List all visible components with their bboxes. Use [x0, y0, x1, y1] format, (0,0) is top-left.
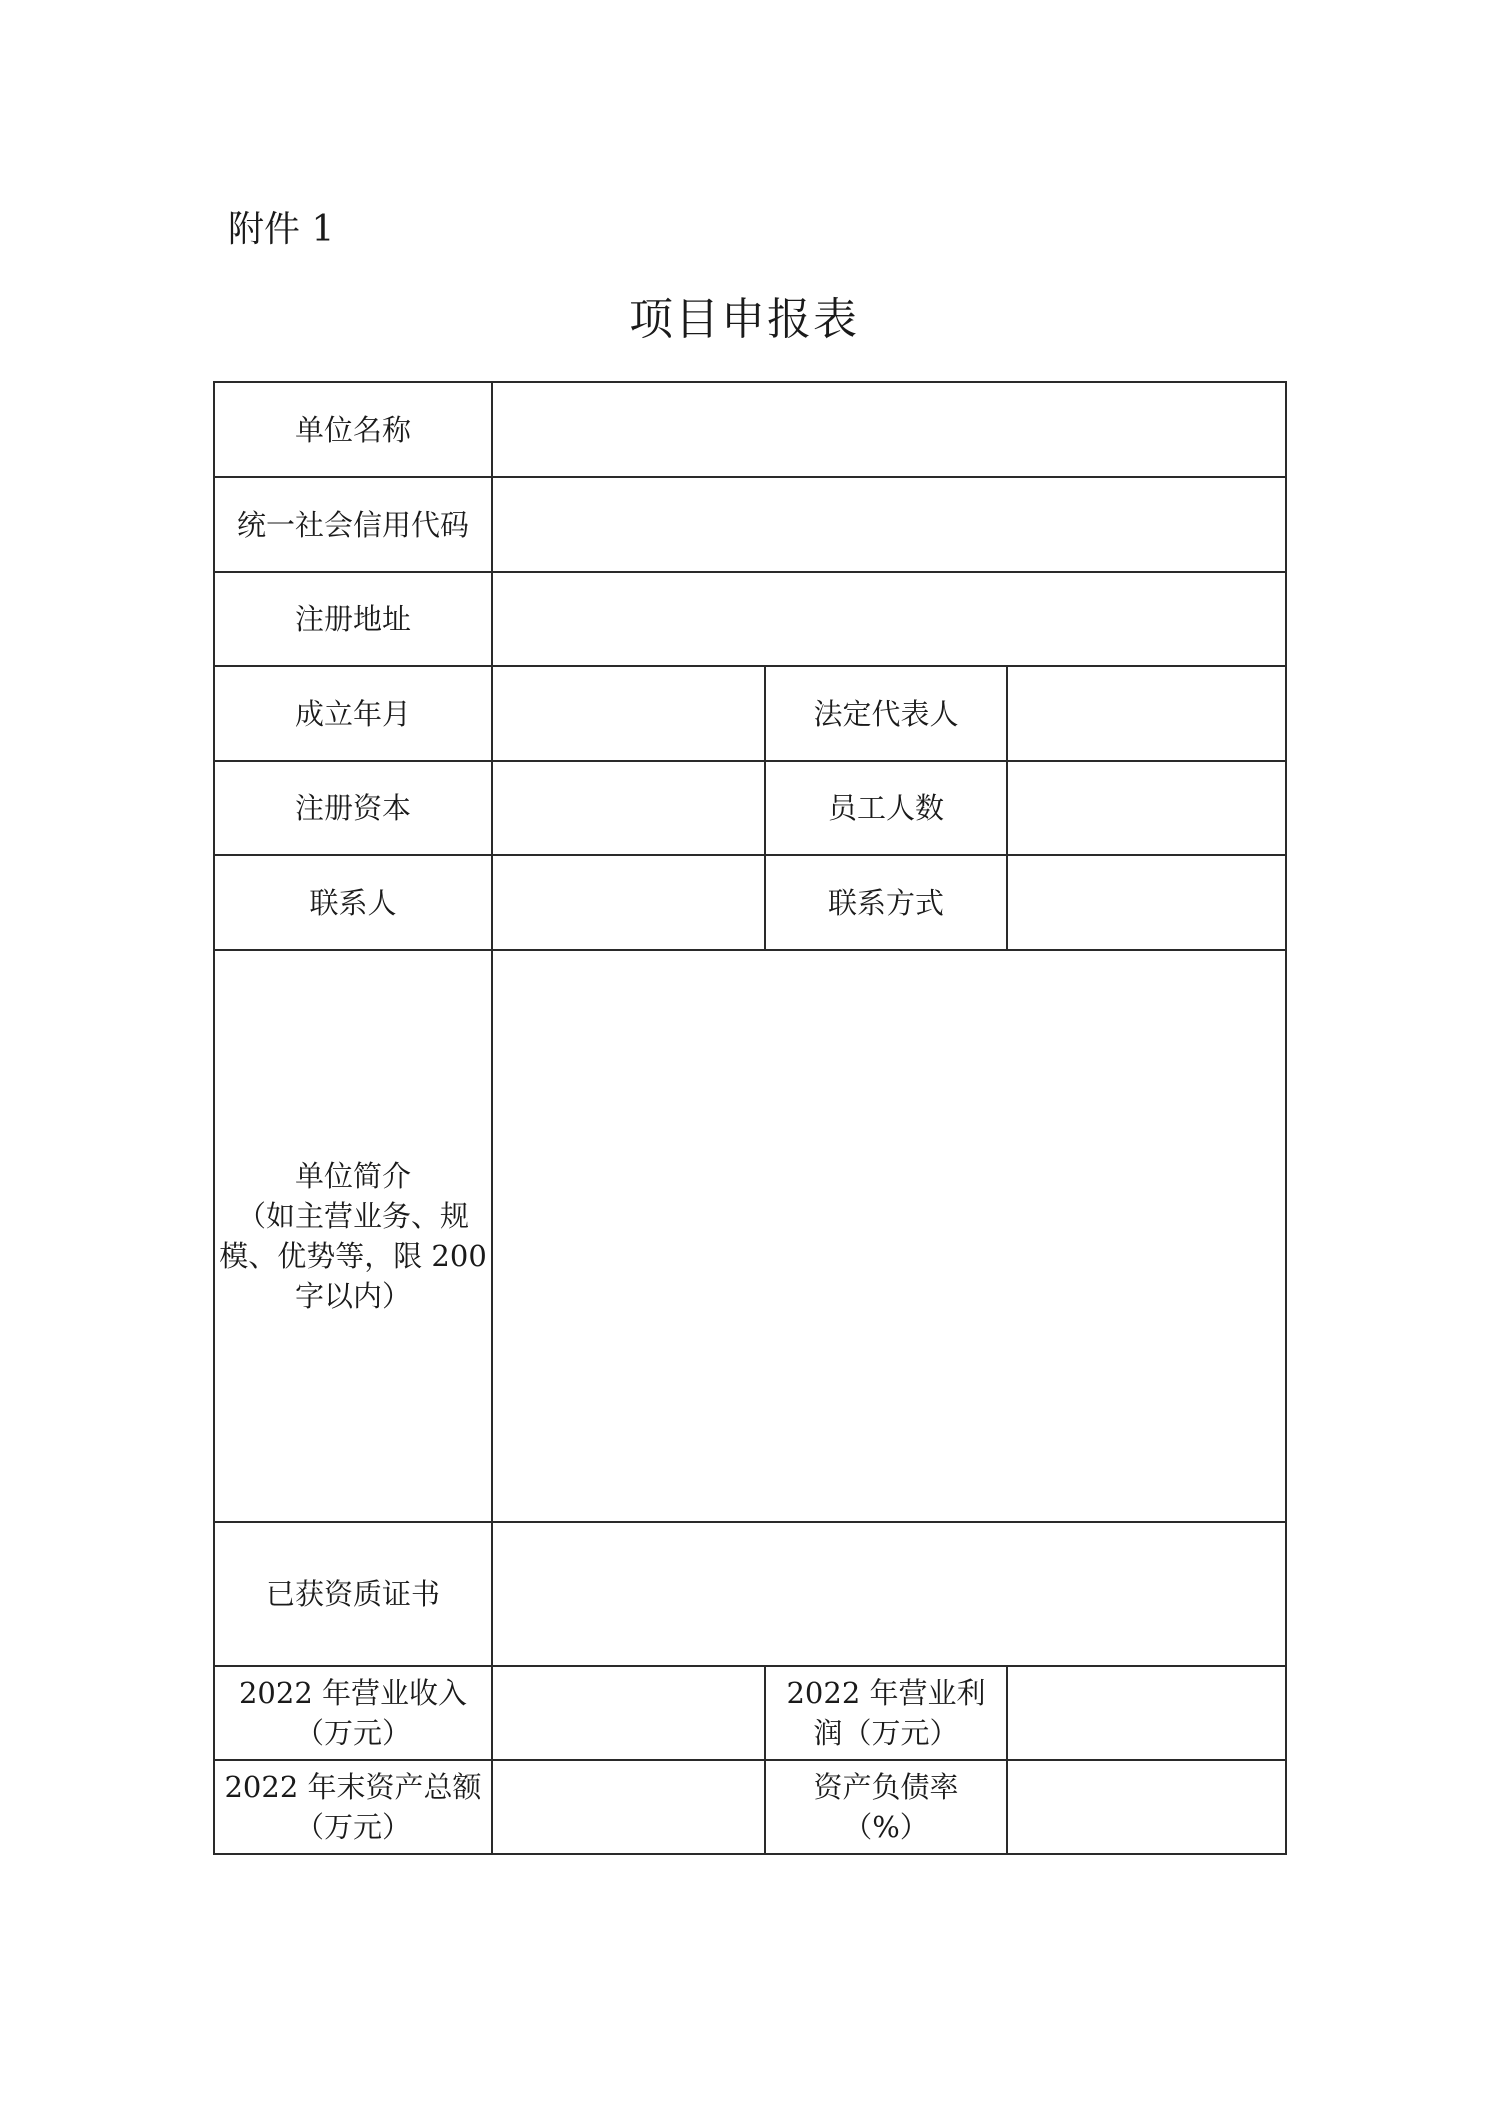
registered-address-label: 注册地址 [214, 572, 492, 666]
established-label: 成立年月 [214, 666, 492, 761]
legal-rep-label: 法定代表人 [765, 666, 1007, 761]
registered-capital-label: 注册资本 [214, 761, 492, 855]
revenue-field[interactable] [492, 1666, 765, 1760]
attachment-label: 附件 1 [228, 209, 335, 250]
established-field[interactable] [492, 666, 765, 761]
row-established [214, 666, 1286, 761]
row-revenue [214, 1666, 1286, 1760]
company-name-label: 单位名称 [214, 382, 492, 477]
debt-ratio-label: 资产负债率 （%） [765, 1760, 1007, 1854]
application-form-table [213, 381, 1287, 1855]
row-assets [214, 1760, 1286, 1854]
contact-person-field[interactable] [492, 855, 765, 950]
contact-method-label: 联系方式 [765, 855, 1007, 950]
certificates-field[interactable] [492, 1522, 1286, 1666]
profit-field[interactable] [1007, 1666, 1286, 1760]
employee-count-label: 员工人数 [765, 761, 1007, 855]
profit-label: 2022 年营业利 润（万元） [765, 1666, 1007, 1760]
row-company-name [214, 382, 1286, 477]
debt-ratio-field[interactable] [1007, 1760, 1286, 1854]
employee-count-field[interactable] [1007, 761, 1286, 855]
row-registered-address [214, 572, 1286, 666]
page-title: 项目申报表 [629, 294, 859, 345]
row-contact [214, 855, 1286, 950]
assets-field[interactable] [492, 1760, 765, 1854]
profile-label: 单位简介 （如主营业务、规 模、优势等，限 200 字以内） [214, 950, 492, 1522]
registered-capital-field[interactable] [492, 761, 765, 855]
legal-rep-field[interactable] [1007, 666, 1286, 761]
contact-person-label: 联系人 [214, 855, 492, 950]
assets-label: 2022 年末资产总额 （万元） [214, 1760, 492, 1854]
row-profile [214, 950, 1286, 1522]
contact-method-field[interactable] [1007, 855, 1286, 950]
certificates-label: 已获资质证书 [214, 1522, 492, 1666]
credit-code-label: 统一社会信用代码 [214, 477, 492, 572]
row-credit-code [214, 477, 1286, 572]
profile-field[interactable] [492, 950, 1286, 1522]
company-name-field[interactable] [492, 382, 1286, 477]
registered-address-field[interactable] [492, 572, 1286, 666]
row-certificates [214, 1522, 1286, 1666]
row-registered-capital [214, 761, 1286, 855]
credit-code-field[interactable] [492, 477, 1286, 572]
revenue-label: 2022 年营业收入 （万元） [214, 1666, 492, 1760]
